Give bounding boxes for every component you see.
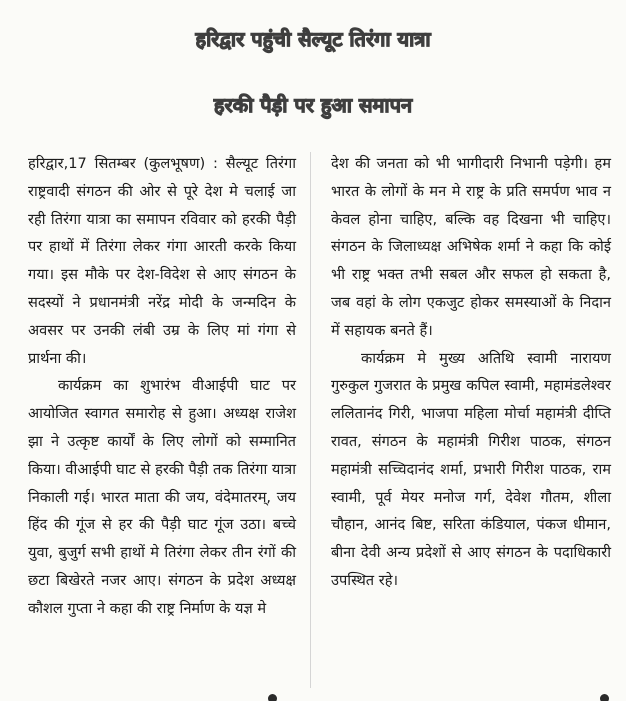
paragraph-public-participation: देश की जनता को भी भागीदारी निभानी पड़ेगी। हम भारत के लोगों के मन मे राष्ट्र के प्रति समर्पण भाव न केवल होना चाहिए, बल्कि वह दिखना भी चाहिए। संगठन के जिलाध्यक्ष अभिषेक शर्मा ने कहा कि कोई भी राष्ट्र भक्त तभी सबल और सफल हो सकता है, जब वहां के लोग एकजुट होकर समस्याओं के निदान में सहायक बनते हैं।: [331, 155, 611, 339]
article-left-column: [28, 150, 296, 623]
headline-line-1: हरिद्वार पहुंची सैल्यूट तिरंगा यात्रा: [195, 27, 431, 51]
cropped-next-article-edge: [0, 692, 626, 701]
cropped-glyph-mark: [268, 694, 277, 701]
paragraph-chief-guests: कार्यक्रम मे मुख्य अतिथि स्वामी नारायण गुरुकुल गुजरात के प्रमुख कपिल स्वामी, महामंडलेश्वर ललितानंद गिरी, भाजपा महिला मोर्चा महामंत्री दीप्ति रावत, संगठन के महामंत्री गिरीश पाठक, संगठन महामंत्री सच्चिदानंद शर्मा, प्रभारी गिरीश पाठक, राम स्वामी, पूर्व मेयर मनोज गर्ग, देवेश गौतम, शीला चौहान, आनंद बिष्ट, सरिता कंडियाल, पंकज धीमान, बीना देवी अन्य प्रदेशों से आए संगठन के पदाधिकारी उपस्थित रहे।: [331, 349, 611, 589]
headline-line-2: हरकी पैड़ी पर हुआ समापन: [213, 93, 413, 117]
headline: [0, 6, 626, 138]
cropped-glyph-mark: [600, 694, 609, 701]
paragraph-program-start: कार्यक्रम का शुभारंभ वीआईपी घाट पर आयोजित स्वागत समारोह से हुआ। अध्यक्ष राजेश झा ने उत्कृष्ट कार्यों के लिए लोगों को सम्मानित किया। वीआईपी घाट से हरकी पैड़ी तक तिरंगा यात्रा निकाली गई। भारत माता की जय, वंदेमातरम्, जय हिंद की गूंज से हर की पैड़ी घाट गूंज उठा। बच्चे युवा, बुजुर्ग सभी हाथों मे तिरंगा लेकर तीन रंगों की छटा बिखेरते नजर आए। संगठन के प्रदेश अध्यक्ष कौशल गुप्ता ने कहा की राष्ट्र निर्माण के यज्ञ मे: [28, 377, 296, 617]
article-right-column: [331, 150, 611, 595]
column-divider: [310, 152, 311, 688]
paragraph-dateline: हरिद्वार,17 सितम्बर (कुलभूषण) : सैल्यूट तिरंगा राष्ट्रवादी संगठन की ओर से पूरे देश मे चलाई जा रही तिरंगा यात्रा का समापन रविवार को हरकी पैड़ी पर हाथों में तिरंगा लेकर गंगा आरती करके किया गया। इस मौके पर देश-विदेश से आए संगठन के सदस्यों ने प्रधानमंत्री नरेंद्र मोदी के जन्मदिन के अवसर पर उनकी लंबी उम्र के लिए मां गंगा से प्रार्थना की।: [28, 155, 296, 367]
